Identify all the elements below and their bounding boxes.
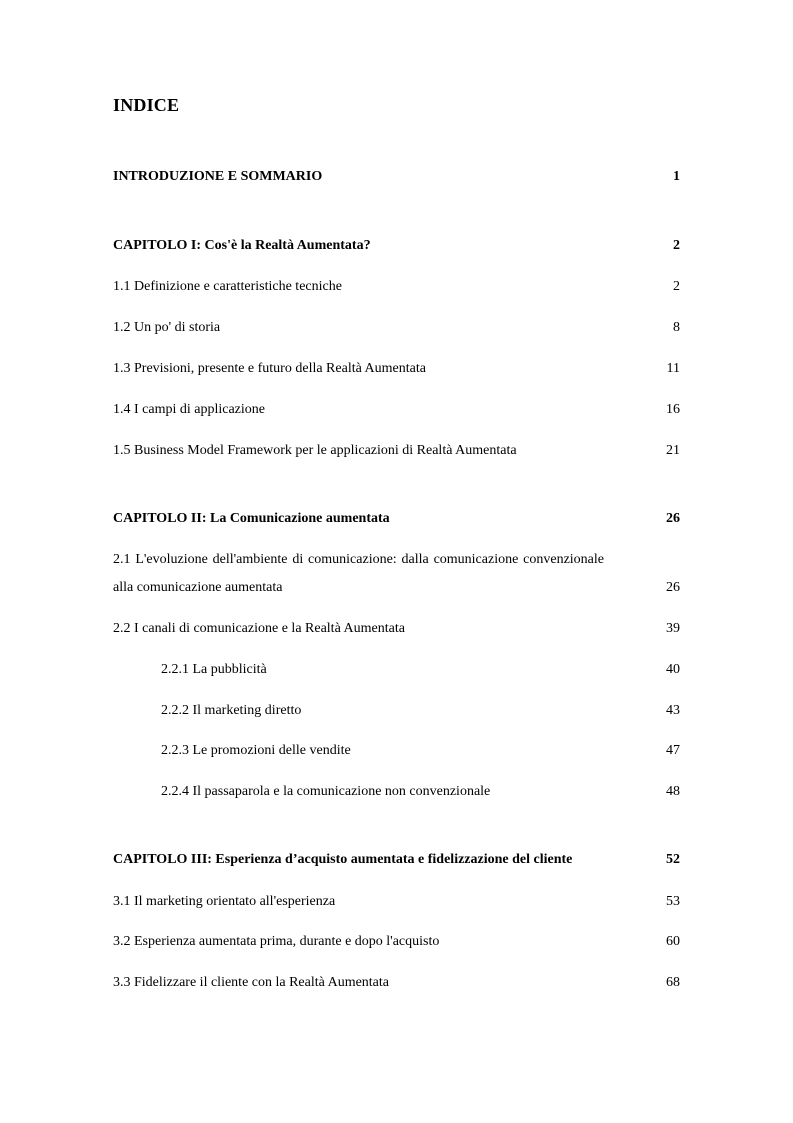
toc-entry-title: 1.2 Un po' di storia xyxy=(113,320,221,335)
toc-entry-1-1[interactable] xyxy=(113,273,680,301)
toc-entry-page: 39 xyxy=(666,621,680,636)
toc-entry-title: 2.2.1 La pubblicità xyxy=(161,662,267,677)
toc-entry-2-2-1[interactable] xyxy=(113,656,680,684)
toc-entry-introduction[interactable] xyxy=(113,163,680,191)
toc-entry-page: 60 xyxy=(666,934,680,949)
toc-entry-title: INTRODUZIONE E SOMMARIO xyxy=(113,169,323,184)
toc-entry-title: 2.2.4 Il passaparola e la comunicazione non convenzionale xyxy=(161,784,491,799)
toc-entry-title: CAPITOLO III: Esperienza d’acquisto aumentata e fidelizzazione del cliente xyxy=(113,852,573,867)
toc-entry-title: 2.2 I canali di comunicazione e la Realtà Aumentata xyxy=(113,621,405,636)
toc-entry-chapter-3[interactable] xyxy=(113,846,680,874)
toc-entry-title: 3.2 Esperienza aumentata prima, durante e dopo l'acquisto xyxy=(113,934,440,949)
toc-entry-3-1[interactable] xyxy=(113,888,680,916)
toc-entry-2-2-4[interactable] xyxy=(113,778,680,806)
toc-entry-3-2[interactable] xyxy=(113,928,680,956)
toc-entry-title: 2.1 L'evoluzione dell'ambiente di comunicazione: dalla comunicazione convenzionale alla comunicazione aumentata xyxy=(113,552,604,595)
toc-entry-2-2-2[interactable] xyxy=(113,697,680,725)
toc-entry-title: CAPITOLO II: La Comunicazione aumentata xyxy=(113,511,390,526)
toc-entry-page: 68 xyxy=(666,975,680,990)
toc-entry-page: 1 xyxy=(673,169,680,184)
toc-entry-1-2[interactable] xyxy=(113,314,680,342)
toc-entry-page: 26 xyxy=(666,580,680,595)
toc-entry-title: 3.3 Fidelizzare il cliente con la Realtà Aumentata xyxy=(113,975,390,990)
toc-entry-title: 2.2.3 Le promozioni delle vendite xyxy=(161,743,351,758)
toc-entry-page: 40 xyxy=(666,662,680,677)
toc-entry-page: 52 xyxy=(666,852,680,867)
toc-entry-page: 2 xyxy=(673,238,680,253)
toc-entry-page: 43 xyxy=(666,703,680,718)
toc-entry-2-2[interactable] xyxy=(113,615,680,643)
toc-entry-title: 1.1 Definizione e caratteristiche tecniche xyxy=(113,279,342,294)
toc-entry-title: 1.4 I campi di applicazione xyxy=(113,402,265,417)
toc-entry-page: 53 xyxy=(666,894,680,909)
page-title: INDICE xyxy=(113,95,180,115)
toc-entry-title: 3.1 Il marketing orientato all'esperienza xyxy=(113,894,336,909)
toc-entry-title: 1.5 Business Model Framework per le applicazioni di Realtà Aumentata xyxy=(113,443,517,458)
toc-entry-page: 26 xyxy=(666,511,680,526)
toc-entry-2-2-3[interactable] xyxy=(113,737,680,765)
toc-entry-3-3[interactable] xyxy=(113,969,680,997)
toc-entry-1-4[interactable] xyxy=(113,396,680,424)
toc-entry-2-1[interactable] xyxy=(113,546,680,602)
toc-entry-1-5[interactable] xyxy=(113,437,680,465)
toc-entry-page: 11 xyxy=(666,361,680,376)
toc-entry-page: 48 xyxy=(666,784,680,799)
toc-entry-page: 21 xyxy=(666,443,680,458)
toc-entry-1-3[interactable] xyxy=(113,355,680,383)
toc-entry-chapter-1[interactable] xyxy=(113,232,680,260)
toc-entry-page: 47 xyxy=(666,743,680,758)
toc-entry-title: 1.3 Previsioni, presente e futuro della Realtà Aumentata xyxy=(113,361,426,376)
toc-entry-page: 2 xyxy=(673,279,680,294)
toc-entry-page: 8 xyxy=(673,320,680,335)
toc-entry-title: 2.2.2 Il marketing diretto xyxy=(161,703,302,718)
toc-entry-page: 16 xyxy=(666,402,680,417)
toc-entry-chapter-2[interactable] xyxy=(113,505,680,533)
toc-entry-title: CAPITOLO I: Cos'è la Realtà Aumentata? xyxy=(113,238,371,253)
